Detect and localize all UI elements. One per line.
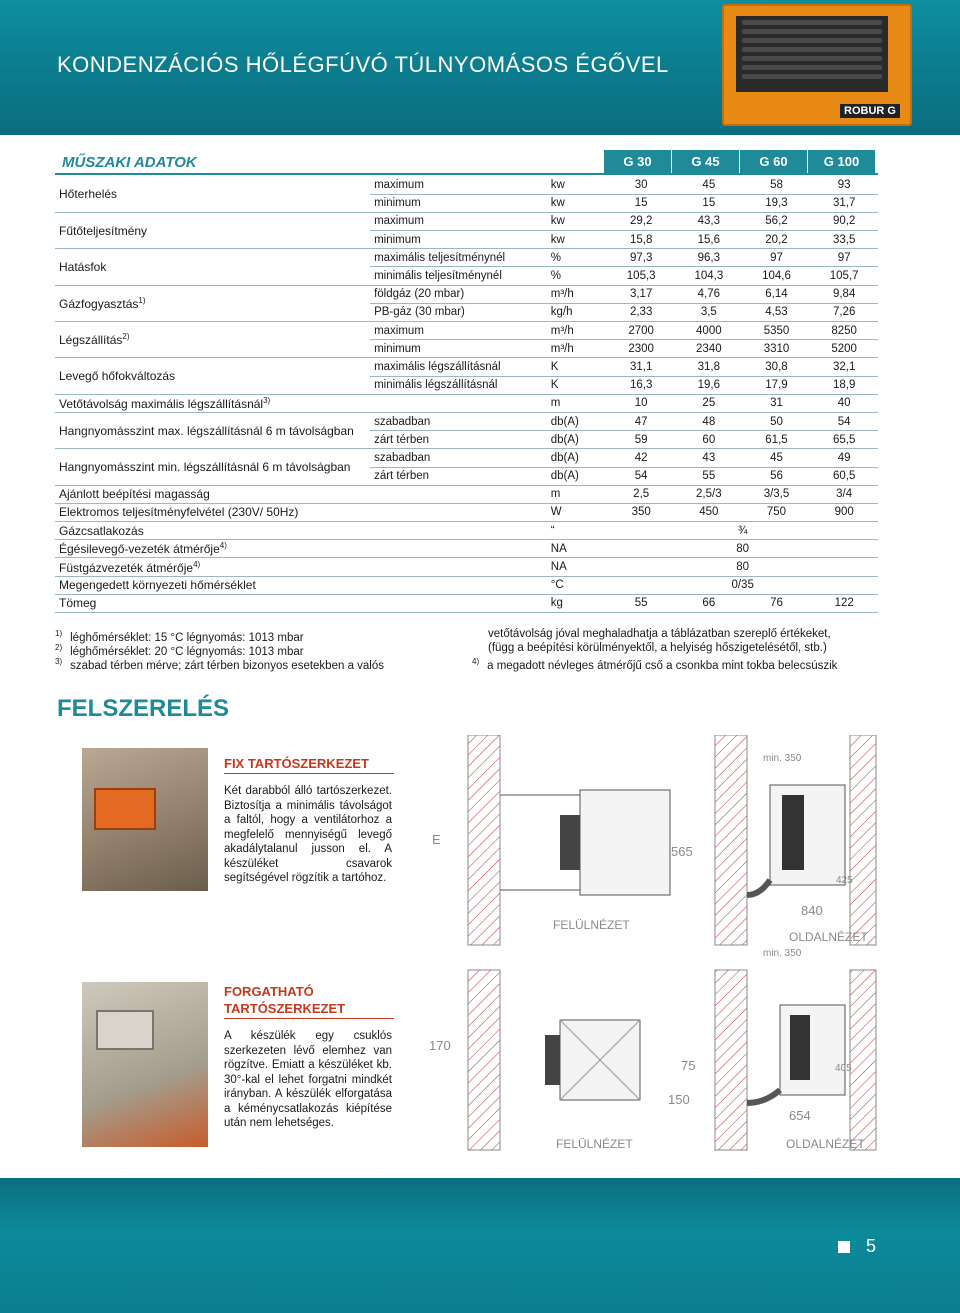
label-dim-405: 405 [835,1063,852,1074]
spec-value: 66 [675,594,743,612]
spec-row [55,576,878,594]
spec-unit: db(A) [547,467,608,485]
spec-unit: m [547,394,608,412]
spec-value: 2300 [607,340,675,358]
spec-value: 350 [607,503,675,521]
specs-title: MŰSZAKI ADATOK [62,154,197,171]
spec-unit: kw [547,194,608,212]
spec-sub-label: zárt térben [370,431,547,449]
label-dim-565: 565 [671,844,693,859]
label-dim-425: 425 [836,875,853,886]
fix-mount-text: Két darabból álló tartószerkezet. Biztosítja a minimális távolságot a faltól, hogy a ventilátorhoz a megfelelő mennyiségű levegő akadálytalanul jusson el. A készüléket csavarok segítségével rögzítik a tartóhoz. [224,785,392,884]
spec-unit: kg/h [547,303,608,321]
model-header: G 100 [808,150,875,173]
spec-sub-label: maximum [370,322,547,340]
bracket-side-view [747,880,770,895]
spec-sub-label [370,594,547,612]
install-title: FELSZERELÉS [57,695,230,722]
spec-sub-label [370,394,547,412]
label-min-350-1: min. 350 [763,753,802,764]
spec-group-label: Légszállítás$^{2)}$ [55,322,370,358]
spec-value: 97,3 [607,249,675,267]
spec-group-label: Fűtőteljesítmény [55,212,370,248]
spec-value: 43 [675,449,743,467]
spec-value: 3,17 [607,285,675,303]
spec-group-label: Vetőtávolság maximális légszállításnál$^{3)}$ [55,394,370,412]
spec-value-all-models: 80 [607,540,878,558]
spec-value: 97 [810,249,878,267]
wall-top-view-2 [468,970,500,1150]
heater-product-image [722,4,912,126]
spec-value: 9,84 [810,285,878,303]
spec-sub-label: minimális légszállításnál [370,376,547,394]
footnote-3-cont-a: vetőtávolság jóval meghaladhatja a táblázatban szereplő értékeket, [488,628,831,640]
page-number: 5 [866,1236,877,1256]
rotating-mount-photo [82,982,208,1147]
spec-group-label: Gázcsatlakozás [55,522,370,540]
spec-value: 30,8 [743,358,811,376]
spec-value: 6,14 [743,285,811,303]
spec-value-all-models: ¾ [607,522,878,540]
rotating-mount-title-1: FORGATHATÓ [224,984,314,999]
spec-value: 31,7 [810,194,878,212]
spec-row [55,394,878,412]
spec-value: 65,5 [810,431,878,449]
model-header: G 45 [672,150,739,173]
spec-row [55,540,878,558]
spec-unit: kw [547,212,608,230]
footnote-3: $^{3)}$ szabad térben mérve; zárt térben bizonyos esetekben a valós [55,657,384,672]
spec-value: 31,1 [607,358,675,376]
spec-value: 59 [607,431,675,449]
spec-group-label: Ajánlott beépítési magasság [55,485,370,503]
spec-value: 4000 [675,322,743,340]
label-top-view-2: FELÜLNÉZET [556,1137,633,1151]
wall-side-right-2 [850,970,876,1150]
spec-group-label: Elektromos teljesítményfelvétel (230V/ 50Hz) [55,503,370,521]
spec-sub-label: minimális teljesítménynél [370,267,547,285]
spec-group-label: Megengedett környezeti hőmérséklet [55,576,370,594]
spec-value: 76 [743,594,811,612]
spec-unit: db(A) [547,449,608,467]
label-top-view-1: FELÜLNÉZET [553,918,630,932]
model-header: G 60 [740,150,807,173]
model-headers [604,150,876,173]
spec-unit: % [547,267,608,285]
spec-value: 2340 [675,340,743,358]
wall-top-view-1 [468,735,500,945]
spec-group-label: Hangnyomásszint min. légszállításnál 6 m távolságban [55,449,370,485]
spec-value: 17,9 [743,376,811,394]
spec-value: 47 [607,412,675,430]
spec-value: 30 [607,176,675,194]
spec-value: 45 [675,176,743,194]
spec-value: 105,7 [810,267,878,285]
spec-value: 48 [675,412,743,430]
spec-group-label: Hatásfok [55,249,370,285]
wall-side-view-1 [715,735,747,945]
spec-sub-label: minimum [370,194,547,212]
spec-row [55,558,878,576]
spec-value: 3,5 [675,303,743,321]
spec-row [55,176,878,194]
spec-row [55,212,878,230]
footnote-3-cont-b: (függ a beépítési körülményektől, a helyiség hőszigetelésétől, stb.) [488,642,827,654]
spec-value: 4,53 [743,303,811,321]
spec-unit: °C [547,576,608,594]
spec-value: 19,3 [743,194,811,212]
spec-unit: m³/h [547,340,608,358]
spec-sub-label: szabadban [370,412,547,430]
spec-value: 15 [675,194,743,212]
spec-unit: W [547,503,608,521]
spec-value: 18,9 [810,376,878,394]
spec-sub-label [370,485,547,503]
spec-value: 19,6 [675,376,743,394]
spec-unit: NA [547,540,608,558]
spec-sub-label [370,576,547,594]
spec-row [55,249,878,267]
spec-value: 5200 [810,340,878,358]
model-header: G 30 [604,150,671,173]
footnote-1: $^{1)}$ léghőmérséklet: 15 °C légnyomás: 1013 mbar [55,629,304,644]
spec-row [55,412,878,430]
spec-sub-label: földgáz (20 mbar) [370,285,547,303]
label-dim-150: 150 [668,1092,690,1107]
spec-unit: NA [547,558,608,576]
louvre-side-view [782,795,804,870]
spec-value: 900 [810,503,878,521]
spec-row [55,449,878,467]
spec-group-label: Füstgázvezeték átmérője$^{4)}$ [55,558,370,576]
spec-unit: kw [547,231,608,249]
spec-value: 33,5 [810,231,878,249]
spec-row [55,358,878,376]
spec-row [55,594,878,612]
spec-group-label: Gázfogyasztás$^{1)}$ [55,285,370,321]
specs-table [55,176,878,613]
label-dim-E: E [432,832,441,847]
spec-value: 7,26 [810,303,878,321]
spec-value: 56,2 [743,212,811,230]
rotating-mount-text: A készülék egy csuklós szerkezeten lévő elemhez van rögzítve. Emiatt a készüléket kb. 30°-kal el lehet forgatni mindkét irányban. A készülék elforgatása a kéménycsatlakozás kiépítése után nem lehetséges. [224,1030,392,1129]
spec-value: 42 [607,449,675,467]
spec-sub-label: PB-gáz (30 mbar) [370,303,547,321]
spec-value: 3/4 [810,485,878,503]
wall-side-right-1 [850,735,876,945]
spec-value: 96,3 [675,249,743,267]
spec-row [55,503,878,521]
spec-value: 58 [743,176,811,194]
spec-value: 2,5/3 [675,485,743,503]
spec-sub-label: maximum [370,176,547,194]
fan-top-view [560,815,580,870]
spec-value: 450 [675,503,743,521]
spec-value: 15 [607,194,675,212]
spec-value: 4,76 [675,285,743,303]
spec-sub-label: minimum [370,231,547,249]
spec-sub-label: szabadban [370,449,547,467]
spec-unit: K [547,358,608,376]
spec-value: 2,33 [607,303,675,321]
spec-value: 93 [810,176,878,194]
spec-value: 49 [810,449,878,467]
unit-side-view [770,785,845,885]
spec-row [55,485,878,503]
spec-unit: kw [547,176,608,194]
spec-value: 61,5 [743,431,811,449]
spec-group-label: Levegő hőfokváltozás [55,358,370,394]
spec-unit: m [547,485,608,503]
spec-value: 55 [675,467,743,485]
spec-value-all-models: 80 [607,558,878,576]
spec-value: 31,8 [675,358,743,376]
spec-value: 40 [810,394,878,412]
spec-sub-label: zárt térben [370,467,547,485]
spec-value: 55 [607,594,675,612]
spec-value: 50 [743,412,811,430]
heater-grill [736,16,888,92]
spec-value: 32,1 [810,358,878,376]
spec-row [55,522,878,540]
spec-value: 104,3 [675,267,743,285]
heater-brand-label: ROBUR G [840,104,900,118]
spec-value: 20,2 [743,231,811,249]
spec-value: 25 [675,394,743,412]
label-side-view-1: OLDALNÉZET [789,930,868,944]
fix-mount-photo [82,748,208,891]
spec-sub-label [370,558,547,576]
label-dim-75: 75 [681,1058,696,1073]
page-title: KONDENZÁCIÓS HŐLÉGFÚVÓ TÚLNYOMÁSOS ÉGŐVEL [57,52,669,77]
spec-unit: % [547,249,608,267]
spec-value: 45 [743,449,811,467]
spec-value: 29,2 [607,212,675,230]
spec-value: 750 [743,503,811,521]
spec-group-label: Tömeg [55,594,370,612]
spec-unit: “ [547,522,608,540]
spec-value: 15,6 [675,231,743,249]
spec-value: 31 [743,394,811,412]
spec-row [55,322,878,340]
spec-value: 16,3 [607,376,675,394]
spec-value-all-models: 0/35 [607,576,878,594]
fix-mount-title-rule [224,773,394,774]
spec-sub-label [370,503,547,521]
spec-value: 3/3,5 [743,485,811,503]
spec-value: 60 [675,431,743,449]
spec-unit: db(A) [547,412,608,430]
spec-sub-label [370,540,547,558]
rotating-mount-title-2: TARTÓSZERKEZET [224,1001,346,1016]
spec-value: 105,3 [607,267,675,285]
rotating-mount-title-rule [224,1018,394,1019]
footnote-4: $^{4)}$ a megadott névleges átmérőjű cső a csonkba mint tokba belecsúszik [472,657,838,672]
label-min-350-2: min. 350 [763,948,802,959]
label-side-view-2: OLDALNÉZET [786,1137,865,1151]
spec-group-label: Hőterhelés [55,176,370,212]
spec-unit: kg [547,594,608,612]
spec-value: 60,5 [810,467,878,485]
spec-value: 5350 [743,322,811,340]
spec-group-label: Égésilevegő-vezeték átmérője$^{4)}$ [55,540,370,558]
spec-sub-label [370,522,547,540]
spec-value: 8250 [810,322,878,340]
spec-value: 90,2 [810,212,878,230]
header-band [0,0,960,135]
specs-title-underline [55,173,878,175]
spec-value: 15,8 [607,231,675,249]
label-dim-170: 170 [429,1038,451,1053]
spec-unit: K [547,376,608,394]
wall-side-view-2 [715,970,747,1150]
spec-value: 2700 [607,322,675,340]
label-dim-840: 840 [801,903,823,918]
spec-value: 54 [607,467,675,485]
spec-sub-label: maximum [370,212,547,230]
unit-top-view [580,790,670,895]
spec-value: 104,6 [743,267,811,285]
mounting-drawings [420,735,880,1160]
spec-unit: m³/h [547,285,608,303]
spec-group-label: Hangnyomásszint max. légszállításnál 6 m távolságban [55,412,370,448]
spec-value: 43,3 [675,212,743,230]
page-marker-square [838,1241,850,1253]
footer-band [0,1178,960,1313]
spec-value: 54 [810,412,878,430]
unit-rot-side-view [780,1005,845,1095]
spec-sub-label: maximális teljesítménynél [370,249,547,267]
spec-row [55,285,878,303]
spec-value: 3310 [743,340,811,358]
spec-value: 97 [743,249,811,267]
footnote-2: $^{2)}$ léghőmérséklet: 20 °C légnyomás: 1013 mbar [55,643,304,658]
spec-value: 10 [607,394,675,412]
label-dim-654: 654 [789,1108,811,1123]
spec-value: 2,5 [607,485,675,503]
spec-sub-label: minimum [370,340,547,358]
fix-mount-title: FIX TARTÓSZERKEZET [224,756,369,771]
spec-unit: m³/h [547,322,608,340]
spec-value: 56 [743,467,811,485]
spec-sub-label: maximális légszállításnál [370,358,547,376]
spec-unit: db(A) [547,431,608,449]
spec-value: 122 [810,594,878,612]
